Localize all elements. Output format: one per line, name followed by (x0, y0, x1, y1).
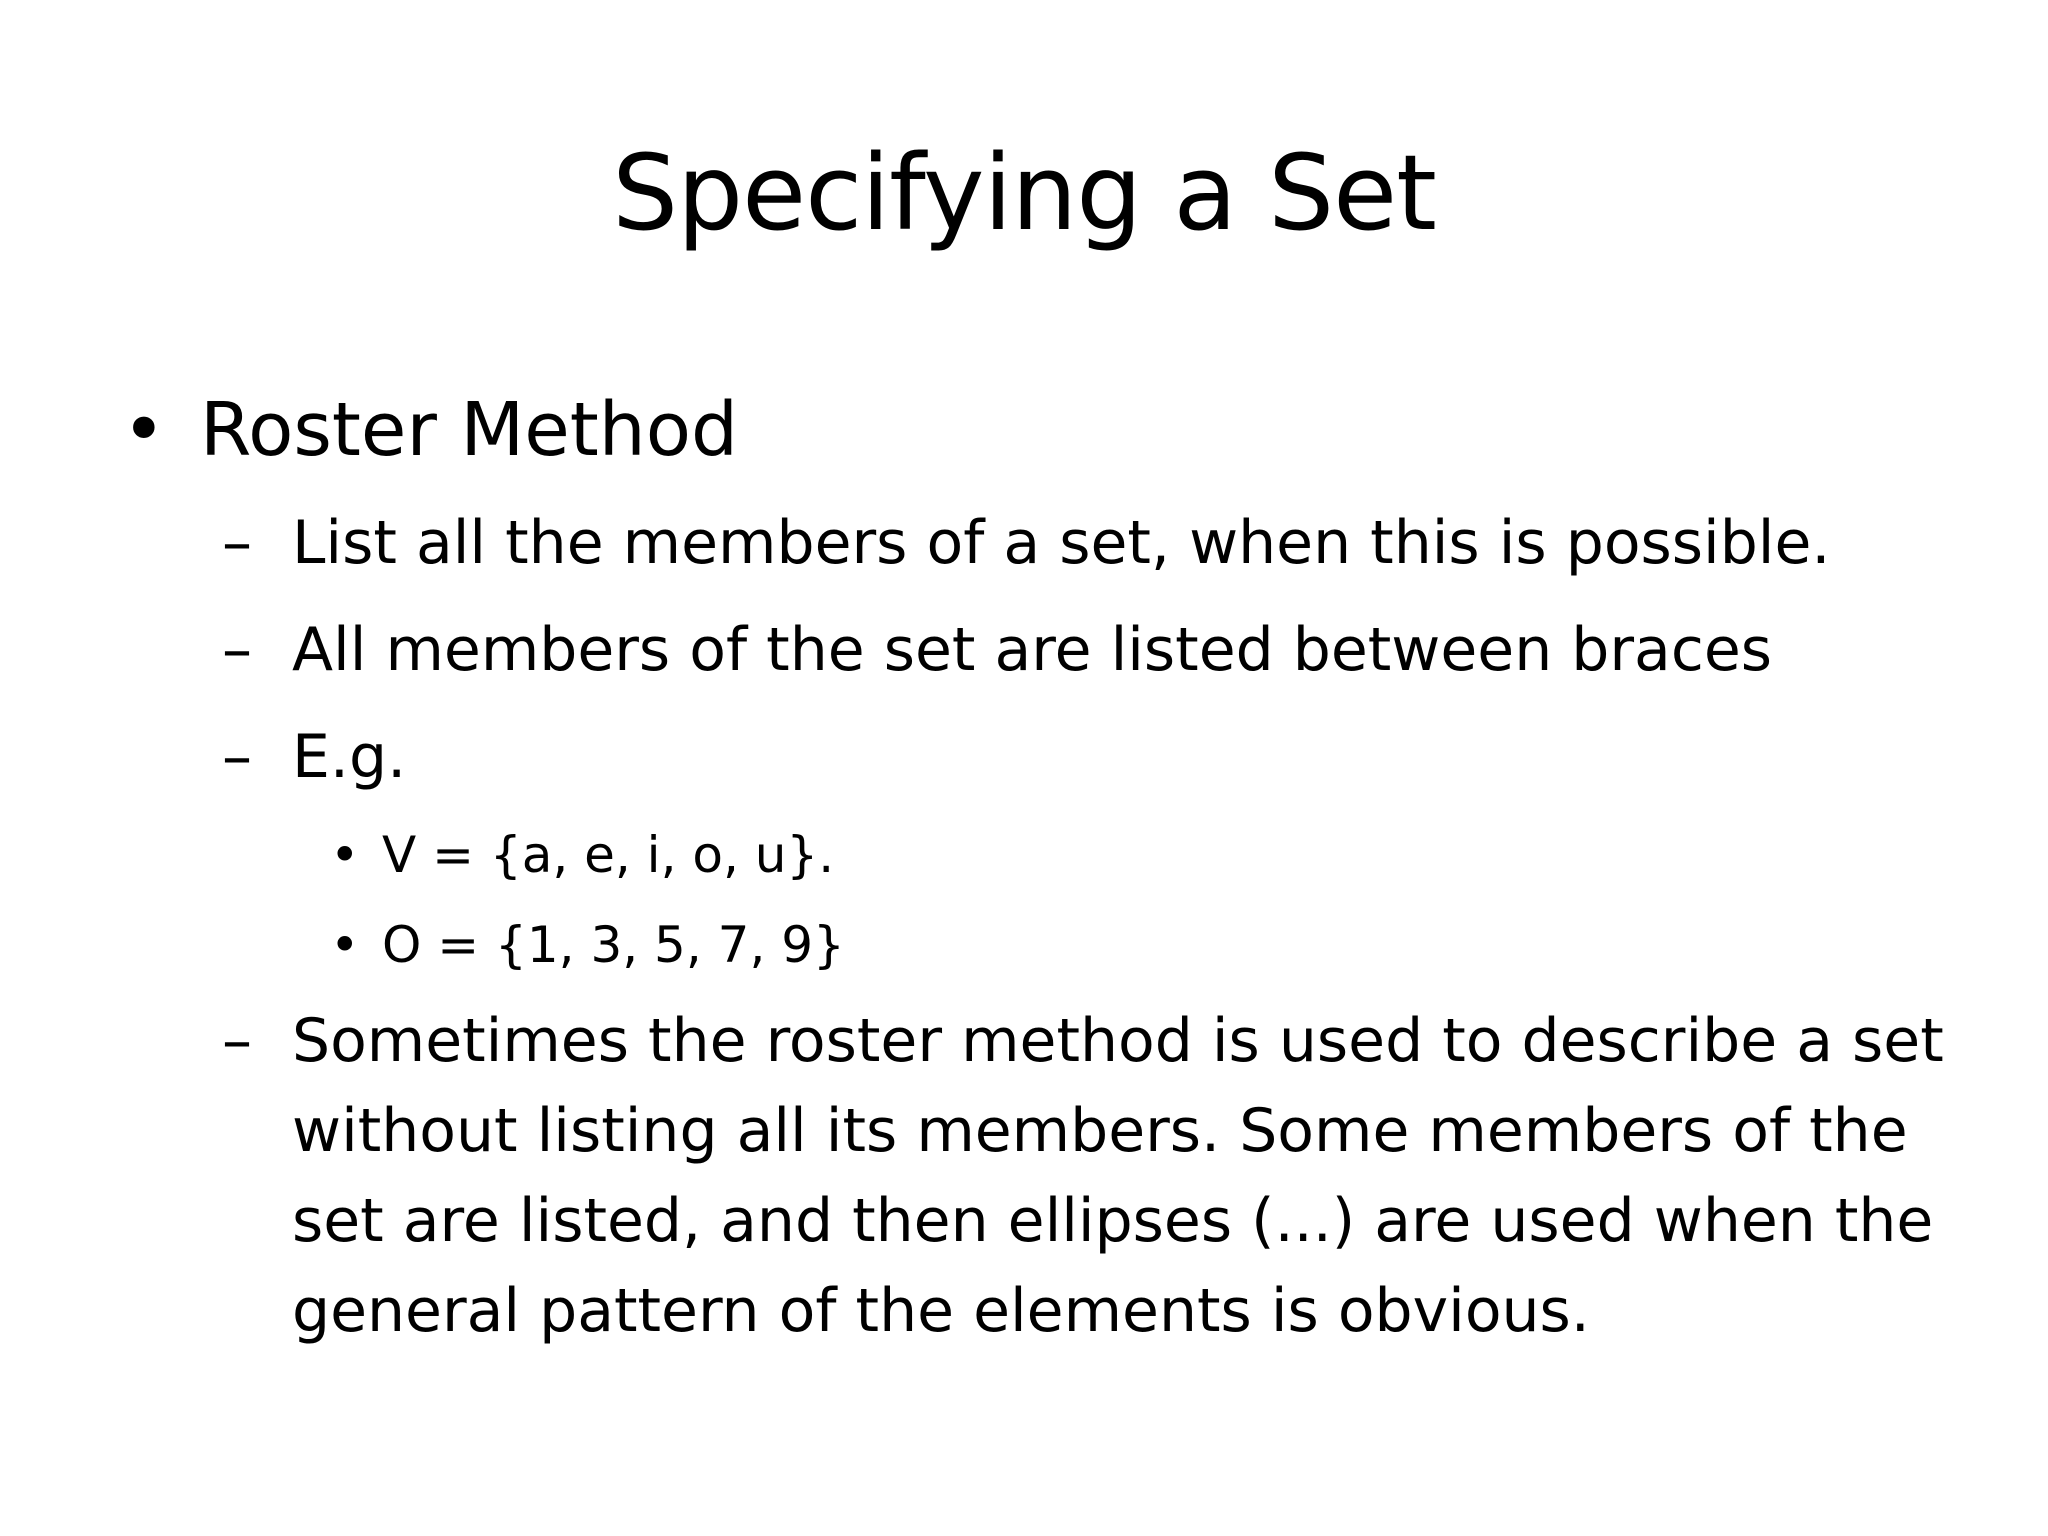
bullet-icon: • (330, 826, 360, 884)
example-text: O = {1, 3, 5, 7, 9} (382, 916, 845, 974)
sub-bullet-text: All members of the set are listed between braces (292, 615, 1772, 685)
bullet-icon: • (122, 387, 166, 473)
sub-bullet-text: E.g. (292, 722, 407, 792)
bullet-text: Roster Method (200, 387, 738, 473)
slide-title: Specifying a Set (612, 132, 1436, 254)
paragraph-text: Sometimes the roster method is used to describe a set without listing all its members. Some members of the set are listed, and then ellipses (...) are used when the general pattern of the elements is obvious. (292, 1006, 1944, 1346)
dash-icon: – (222, 722, 252, 792)
sub-bullet-text: List all the members of a set, when this is possible. (292, 508, 1831, 578)
example-text: V = {a, e, i, o, u}. (382, 826, 835, 884)
dash-icon: – (222, 508, 252, 578)
dash-icon: – (222, 1006, 252, 1076)
bullet-icon: • (330, 916, 360, 974)
dash-icon: – (222, 615, 252, 685)
